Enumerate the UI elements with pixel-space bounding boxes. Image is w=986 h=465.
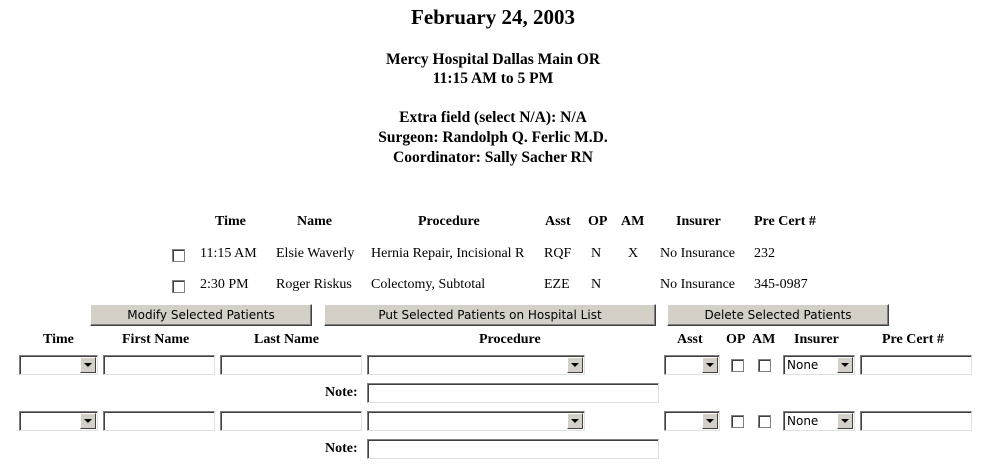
- form-col-last-name: Last Name: [254, 332, 319, 347]
- chevron-down-icon[interactable]: [80, 413, 96, 429]
- time-select[interactable]: [19, 411, 98, 431]
- col-precert: Pre Cert #: [754, 214, 816, 229]
- asst-select[interactable]: [664, 355, 720, 375]
- page-title: February 24, 2003: [411, 5, 575, 29]
- cell-op: N: [591, 246, 602, 261]
- insurer-select[interactable]: None: [783, 355, 855, 375]
- cell-insurer: No Insurance: [660, 277, 736, 292]
- chevron-down-icon[interactable]: [702, 413, 718, 429]
- insurer-select[interactable]: None: [783, 411, 855, 431]
- procedure-select[interactable]: [367, 411, 585, 431]
- col-time: Time: [215, 214, 246, 229]
- cell-precert: 345-0987: [754, 277, 808, 292]
- col-am: AM: [621, 214, 645, 229]
- form-col-op: OP: [726, 332, 746, 347]
- cell-procedure: Hernia Repair, Incisional R: [371, 246, 525, 261]
- note-label: Note:: [325, 441, 358, 456]
- form-col-insurer: Insurer: [794, 332, 839, 347]
- precert-input[interactable]: [860, 355, 972, 375]
- form-col-procedure: Procedure: [479, 332, 541, 347]
- hospital-name: Mercy Hospital Dallas Main OR: [385, 51, 601, 68]
- form-col-asst: Asst: [677, 332, 703, 347]
- last-name-input[interactable]: [220, 355, 362, 375]
- row-select-checkbox[interactable]: [172, 249, 185, 262]
- last-name-input[interactable]: [220, 411, 362, 431]
- col-op: OP: [588, 214, 608, 229]
- coordinator: Coordinator: Sally Sacher RN: [393, 149, 593, 166]
- cell-am: X: [628, 246, 639, 261]
- cell-time: 11:15 AM: [200, 246, 257, 261]
- op-checkbox[interactable]: [731, 359, 744, 372]
- extra-field: Extra field (select N/A): N/A: [399, 109, 587, 126]
- first-name-input[interactable]: [103, 411, 215, 431]
- chevron-down-icon[interactable]: [567, 357, 583, 373]
- modify-selected-button[interactable]: Modify Selected Patients: [90, 304, 312, 326]
- col-asst: Asst: [545, 214, 571, 229]
- col-name: Name: [297, 214, 332, 229]
- chevron-down-icon[interactable]: [567, 413, 583, 429]
- op-checkbox[interactable]: [731, 415, 744, 428]
- put-on-hospital-list-button[interactable]: Put Selected Patients on Hospital List: [324, 304, 656, 326]
- procedure-select[interactable]: [367, 355, 585, 375]
- note-input[interactable]: [367, 383, 659, 403]
- cell-precert: 232: [754, 246, 775, 261]
- chevron-down-icon[interactable]: [837, 357, 853, 373]
- form-col-precert: Pre Cert #: [882, 332, 944, 347]
- surgeon: Surgeon: Randolph Q. Ferlic M.D.: [378, 129, 608, 146]
- asst-select[interactable]: [664, 411, 720, 431]
- cell-insurer: No Insurance: [660, 246, 736, 261]
- time-range: 11:15 AM to 5 PM: [432, 70, 554, 87]
- form-col-am: AM: [752, 332, 776, 347]
- precert-input[interactable]: [860, 411, 972, 431]
- row-select-checkbox[interactable]: [172, 280, 185, 293]
- col-insurer: Insurer: [676, 214, 721, 229]
- cell-name: Roger Riskus: [276, 277, 352, 292]
- first-name-input[interactable]: [103, 355, 215, 375]
- chevron-down-icon[interactable]: [80, 357, 96, 373]
- am-checkbox[interactable]: [758, 359, 771, 372]
- delete-selected-button[interactable]: Delete Selected Patients: [667, 304, 889, 326]
- form-col-first-name: First Name: [122, 332, 190, 347]
- chevron-down-icon[interactable]: [702, 357, 718, 373]
- cell-time: 2:30 PM: [200, 277, 249, 292]
- cell-op: N: [591, 277, 602, 292]
- cell-asst: EZE: [544, 277, 570, 292]
- form-col-time: Time: [43, 332, 74, 347]
- chevron-down-icon[interactable]: [837, 413, 853, 429]
- col-procedure: Procedure: [418, 214, 480, 229]
- cell-procedure: Colectomy, Subtotal: [371, 277, 486, 292]
- note-label: Note:: [325, 385, 358, 400]
- am-checkbox[interactable]: [758, 415, 771, 428]
- cell-name: Elsie Waverly: [276, 246, 355, 261]
- time-select[interactable]: [19, 355, 98, 375]
- note-input[interactable]: [367, 439, 659, 459]
- cell-asst: RQF: [544, 246, 572, 261]
